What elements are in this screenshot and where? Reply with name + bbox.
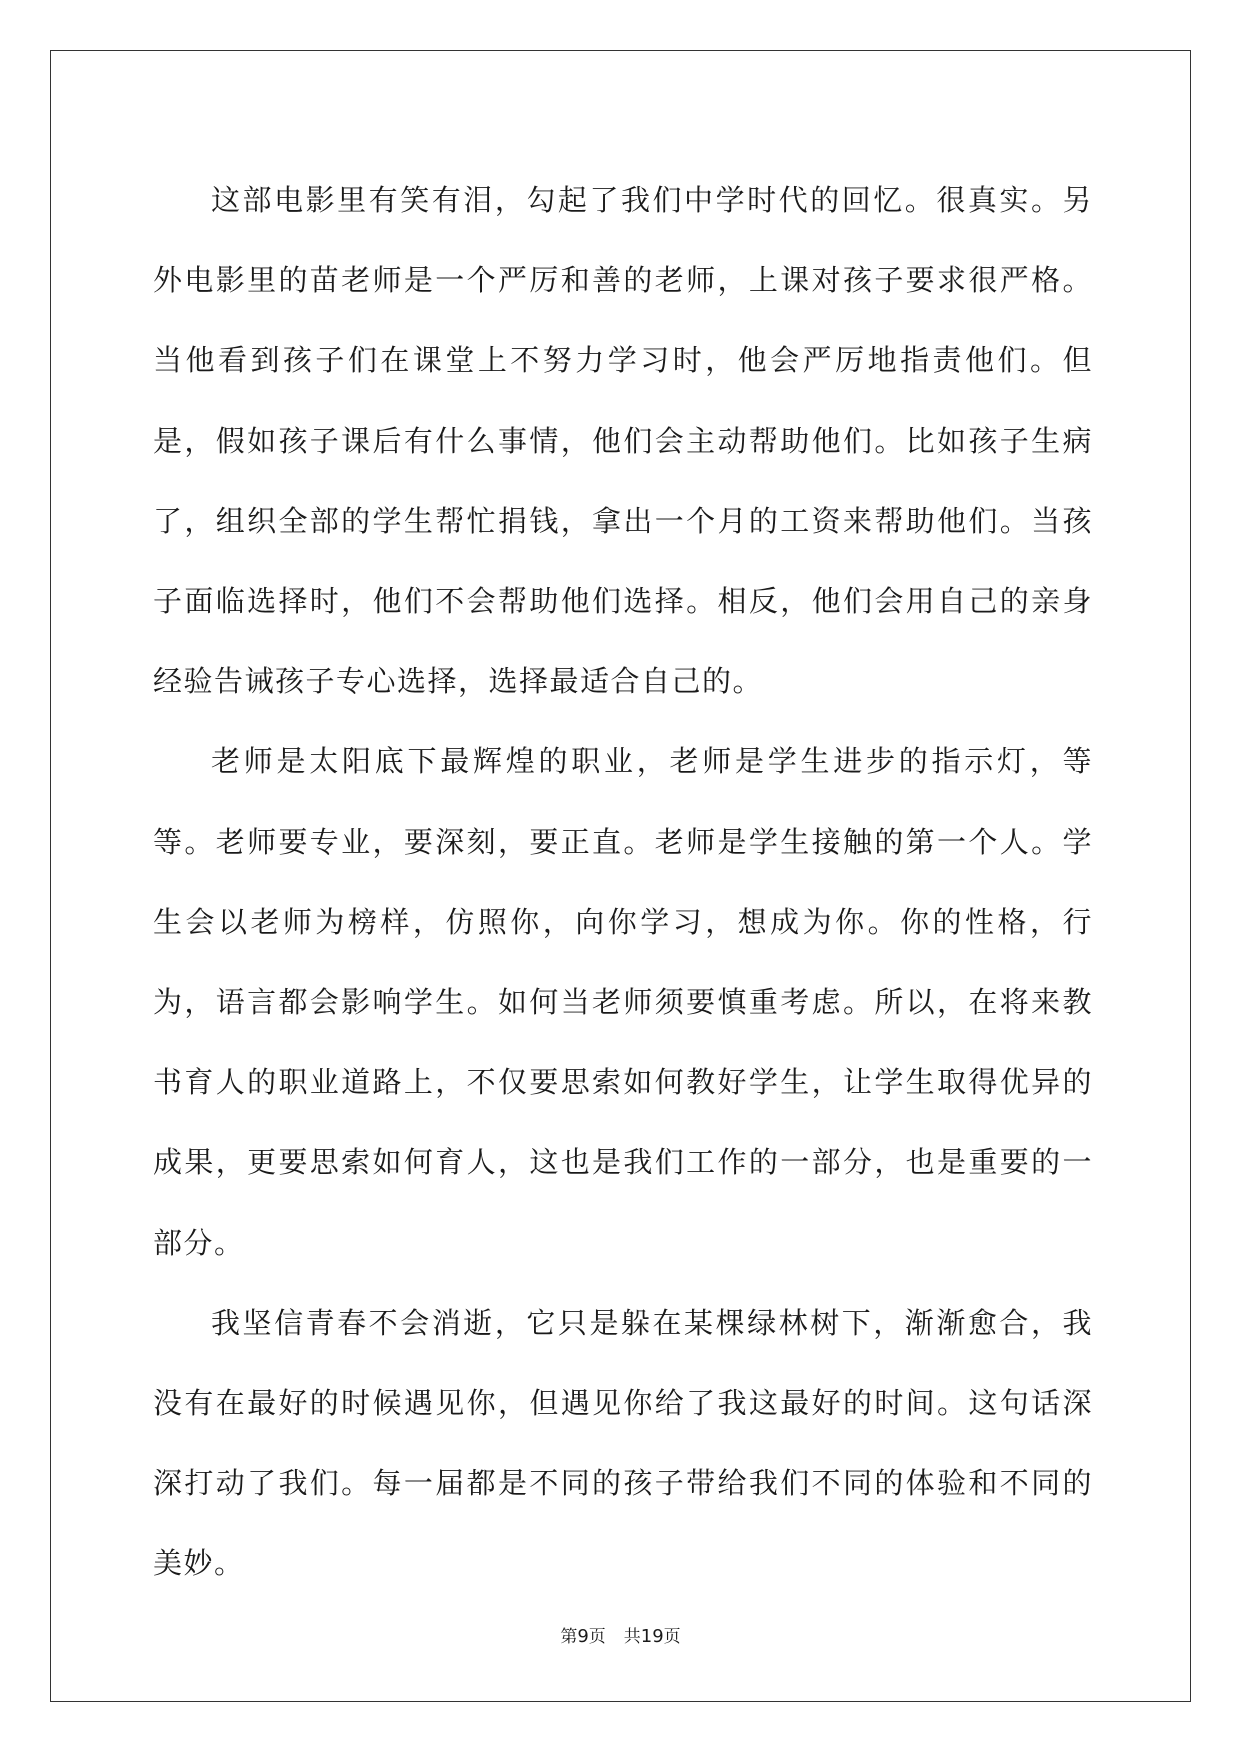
paragraph-3: 我坚信青春不会消逝，它只是躲在某棵绿林树下，渐渐愈合，我没有在最好的时候遇见你，但遇见你给了我这最好的时间。这句话深深打动了我们。每一届都是不同的孩子带给我们不同的体验和不同的美妙。: [153, 1305, 1093, 1581]
paragraph-1: 这部电影里有笑有泪，勾起了我们中学时代的回忆。很真实。另外电影里的苗老师是一个严厉和善的老师，上课对孩子要求很严格。当他看到孩子们在课堂上不努力学习时，他会严厉地指责他们。但是，假如孩子课后有什么事情，他们会主动帮助他们。比如孩子生病了，组织全部的学生帮忙捐钱，拿出一个月的工资来帮助他们。当孩子面临选择时，他们不会帮助他们选择。相反，他们会用自己的亲身经验告诫孩子专心选择，选择最适合自己的。: [153, 183, 1093, 699]
document-body: [153, 160, 1093, 1604]
page-suffix: 页: [588, 1627, 606, 1647]
paragraph-2: 老师是太阳底下最辉煌的职业，老师是学生进步的指示灯，等等。老师要专业，要深刻，要正直。老师是学生接触的第一个人。学生会以老师为榜样，仿照你，向你学习，想成为你。你的性格，行为，语言都会影响学生。如何当老师须要慎重考虑。所以，在将来教书育人的职业道路上，不仅要思索如何教好学生，让学生取得优异的成果，更要思索如何育人，这也是我们工作的一部分，也是重要的一部分。: [153, 744, 1093, 1260]
total-pages: 19: [640, 1626, 664, 1647]
total-prefix: 共: [623, 1627, 641, 1647]
page-footer: [0, 1622, 1241, 1647]
page-prefix: 第: [560, 1627, 578, 1647]
total-suffix: 页: [663, 1627, 681, 1647]
page-number: 9: [577, 1626, 589, 1647]
